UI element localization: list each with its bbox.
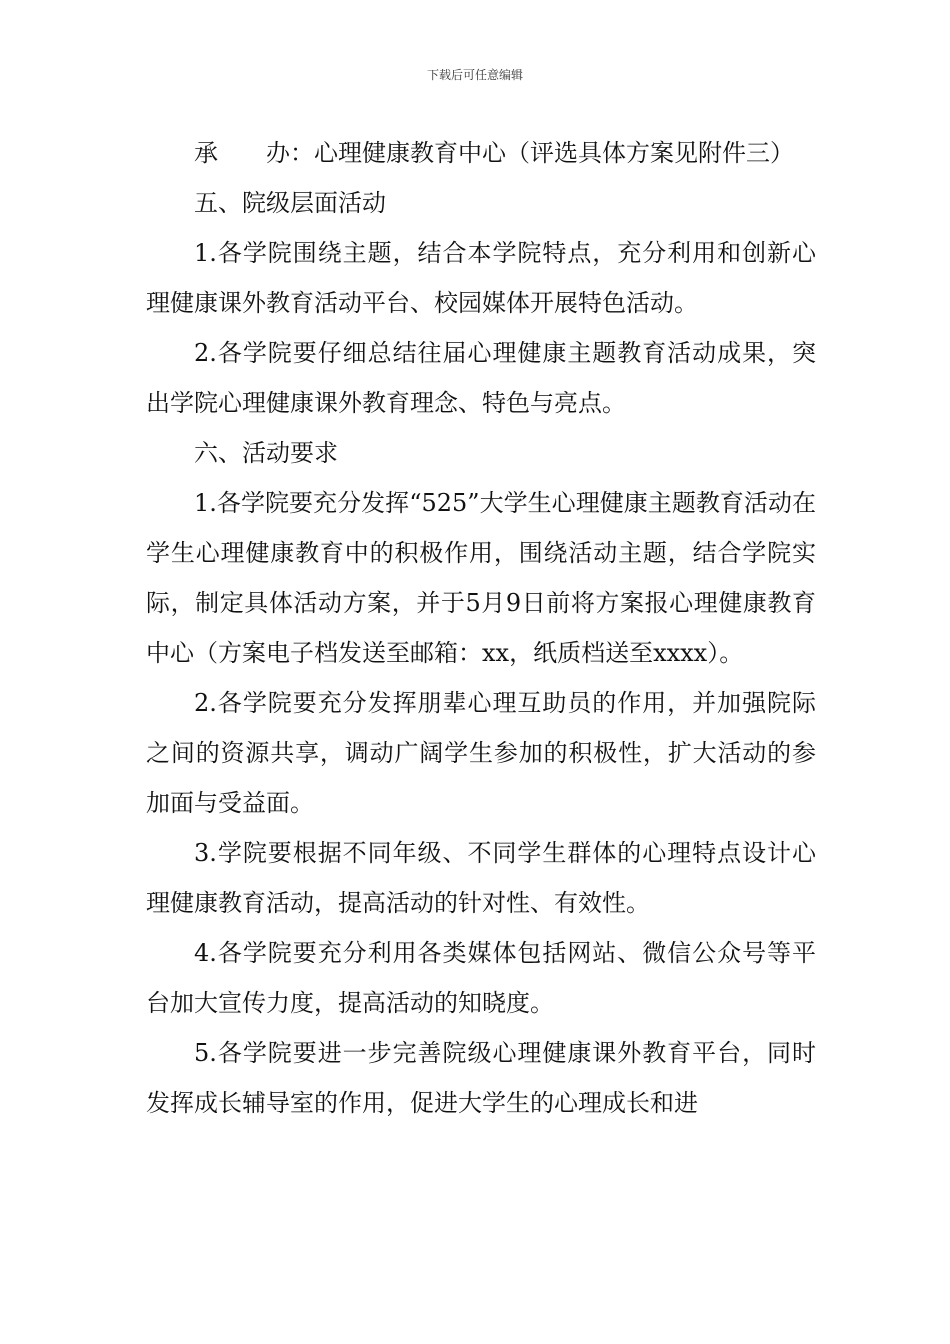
paragraph-requirement-1: 1.各学院要充分发挥“525”大学生心理健康主题教育活动在学生心理健康教育中的积极作用，围绕活动主题，结合学院实际，制定具体活动方案，并于5月9日前将方案报心理健康教育中心（方案电子档发送至邮箱：xx，纸质档送至xxxx）。 — [146, 489, 816, 667]
paragraph-college-item-1: 1.各学院围绕主题，结合本学院特点，充分利用和创新心理健康课外教育活动平台、校园媒体开展特色活动。 — [146, 239, 816, 317]
section-heading-college-activities: 五、院级层面活动 — [194, 189, 386, 217]
paragraph-requirement-2: 2.各学院要充分发挥朋辈心理互助员的作用，并加强院际之间的资源共享，调动广阔学生参加的积极性，扩大活动的参加面与受益面。 — [146, 689, 816, 817]
paragraph-requirement-3: 3.学院要根据不同年级、不同学生群体的心理特点设计心理健康教育活动，提高活动的针对性、有效性。 — [146, 839, 816, 917]
paragraph-requirement-5: 5.各学院要进一步完善院级心理健康课外教育平台，同时发挥成长辅导室的作用，促进大学生的心理成长和进 — [146, 1039, 816, 1117]
paragraph-requirement-4: 4.各学院要充分利用各类媒体包括网站、微信公众号等平台加大宣传力度，提高活动的知晓度。 — [146, 939, 816, 1017]
page-header: 下载后可任意编辑 — [426, 68, 523, 82]
section-heading-requirements: 六、活动要求 — [194, 439, 338, 467]
paragraph-college-item-2: 2.各学院要仔细总结往届心理健康主题教育活动成果，突出学院心理健康课外教育理念、特色与亮点。 — [146, 339, 816, 417]
paragraph-organizer: 承 办：心理健康教育中心（评选具体方案见附件三） — [194, 139, 794, 167]
document-body — [146, 128, 816, 1128]
